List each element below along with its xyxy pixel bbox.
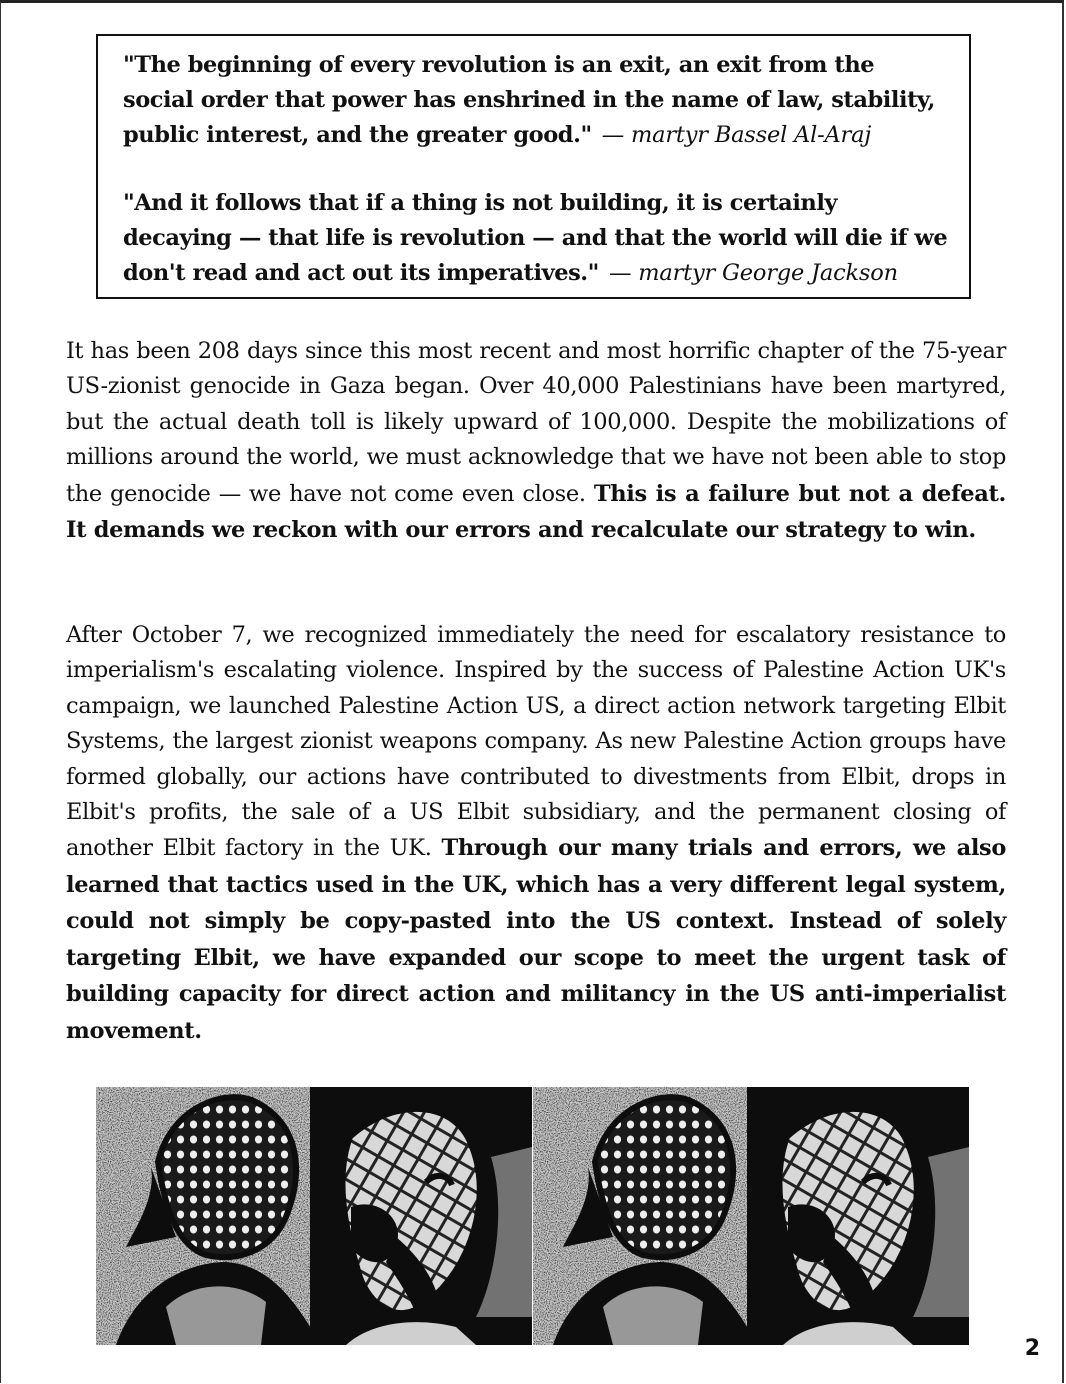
keffiyeh-figures-illustration [96,1087,969,1345]
quote-box [96,34,971,299]
quote-1-attribution: — martyr Bassel Al-Araj [601,122,872,148]
quote-2 [123,186,951,291]
paragraph-1-bold: This is a failure but not a defeat. It demands we reckon with our errors and recalculate our strategy to win. [66,480,1006,544]
paragraph-2-bold: Through our many trials and errors, we also learned that tactics used in the UK, which has a very different legal system, could not simply be copy-pasted into the US context. Instead of solely targeting Elbit, we have expanded our scope to meet the urgent task of building capacity for direct action and militancy in the US anti-imperialist movement. [66,835,1006,1044]
paragraph-1-text: It has been 208 days since this most recent and most horrific chapter of the 75-year US-zionist genocide in Gaza began. Over 40,000 Palestinians have been martyred, but the actual death toll is likely upward of 100,000. Despite the mobilizations of millions around the world, we must acknowledge that we have not been able to stop the genocide — we have not come even close. [66,338,1006,507]
page-number: 2 [1024,1336,1040,1361]
paragraph-2-text: After October 7, we recognized immediately the need for escalatory resistance to imperialism's escalating violence. Inspired by the success of Palestine Action UK's campaign, we launched Palestine Action US, a direct action network targeting Elbit Systems, the largest zionist weapons company. As new Palestine Action groups have formed globally, our actions have contributed to divestments from Elbit, drops in Elbit's profits, the sale of a US Elbit subsidiary, and the permanent closing of another Elbit factory in the UK. [66,622,1006,862]
quote-1-text: "The beginning of every revolution is an exit, an exit from the social order that power has enshrined in the name of law, stability, public interest, and the greater good." [123,52,935,148]
quote-1 [123,48,951,153]
quote-2-text: "And it follows that if a thing is not building, it is certainly decaying — that life is revolution — and that the world will die if we don't read and act out its imperatives." [123,190,948,286]
paragraph-1 [66,334,1006,549]
paragraph-2 [66,618,1006,1049]
quote-2-attribution: — martyr George Jackson [608,260,898,286]
